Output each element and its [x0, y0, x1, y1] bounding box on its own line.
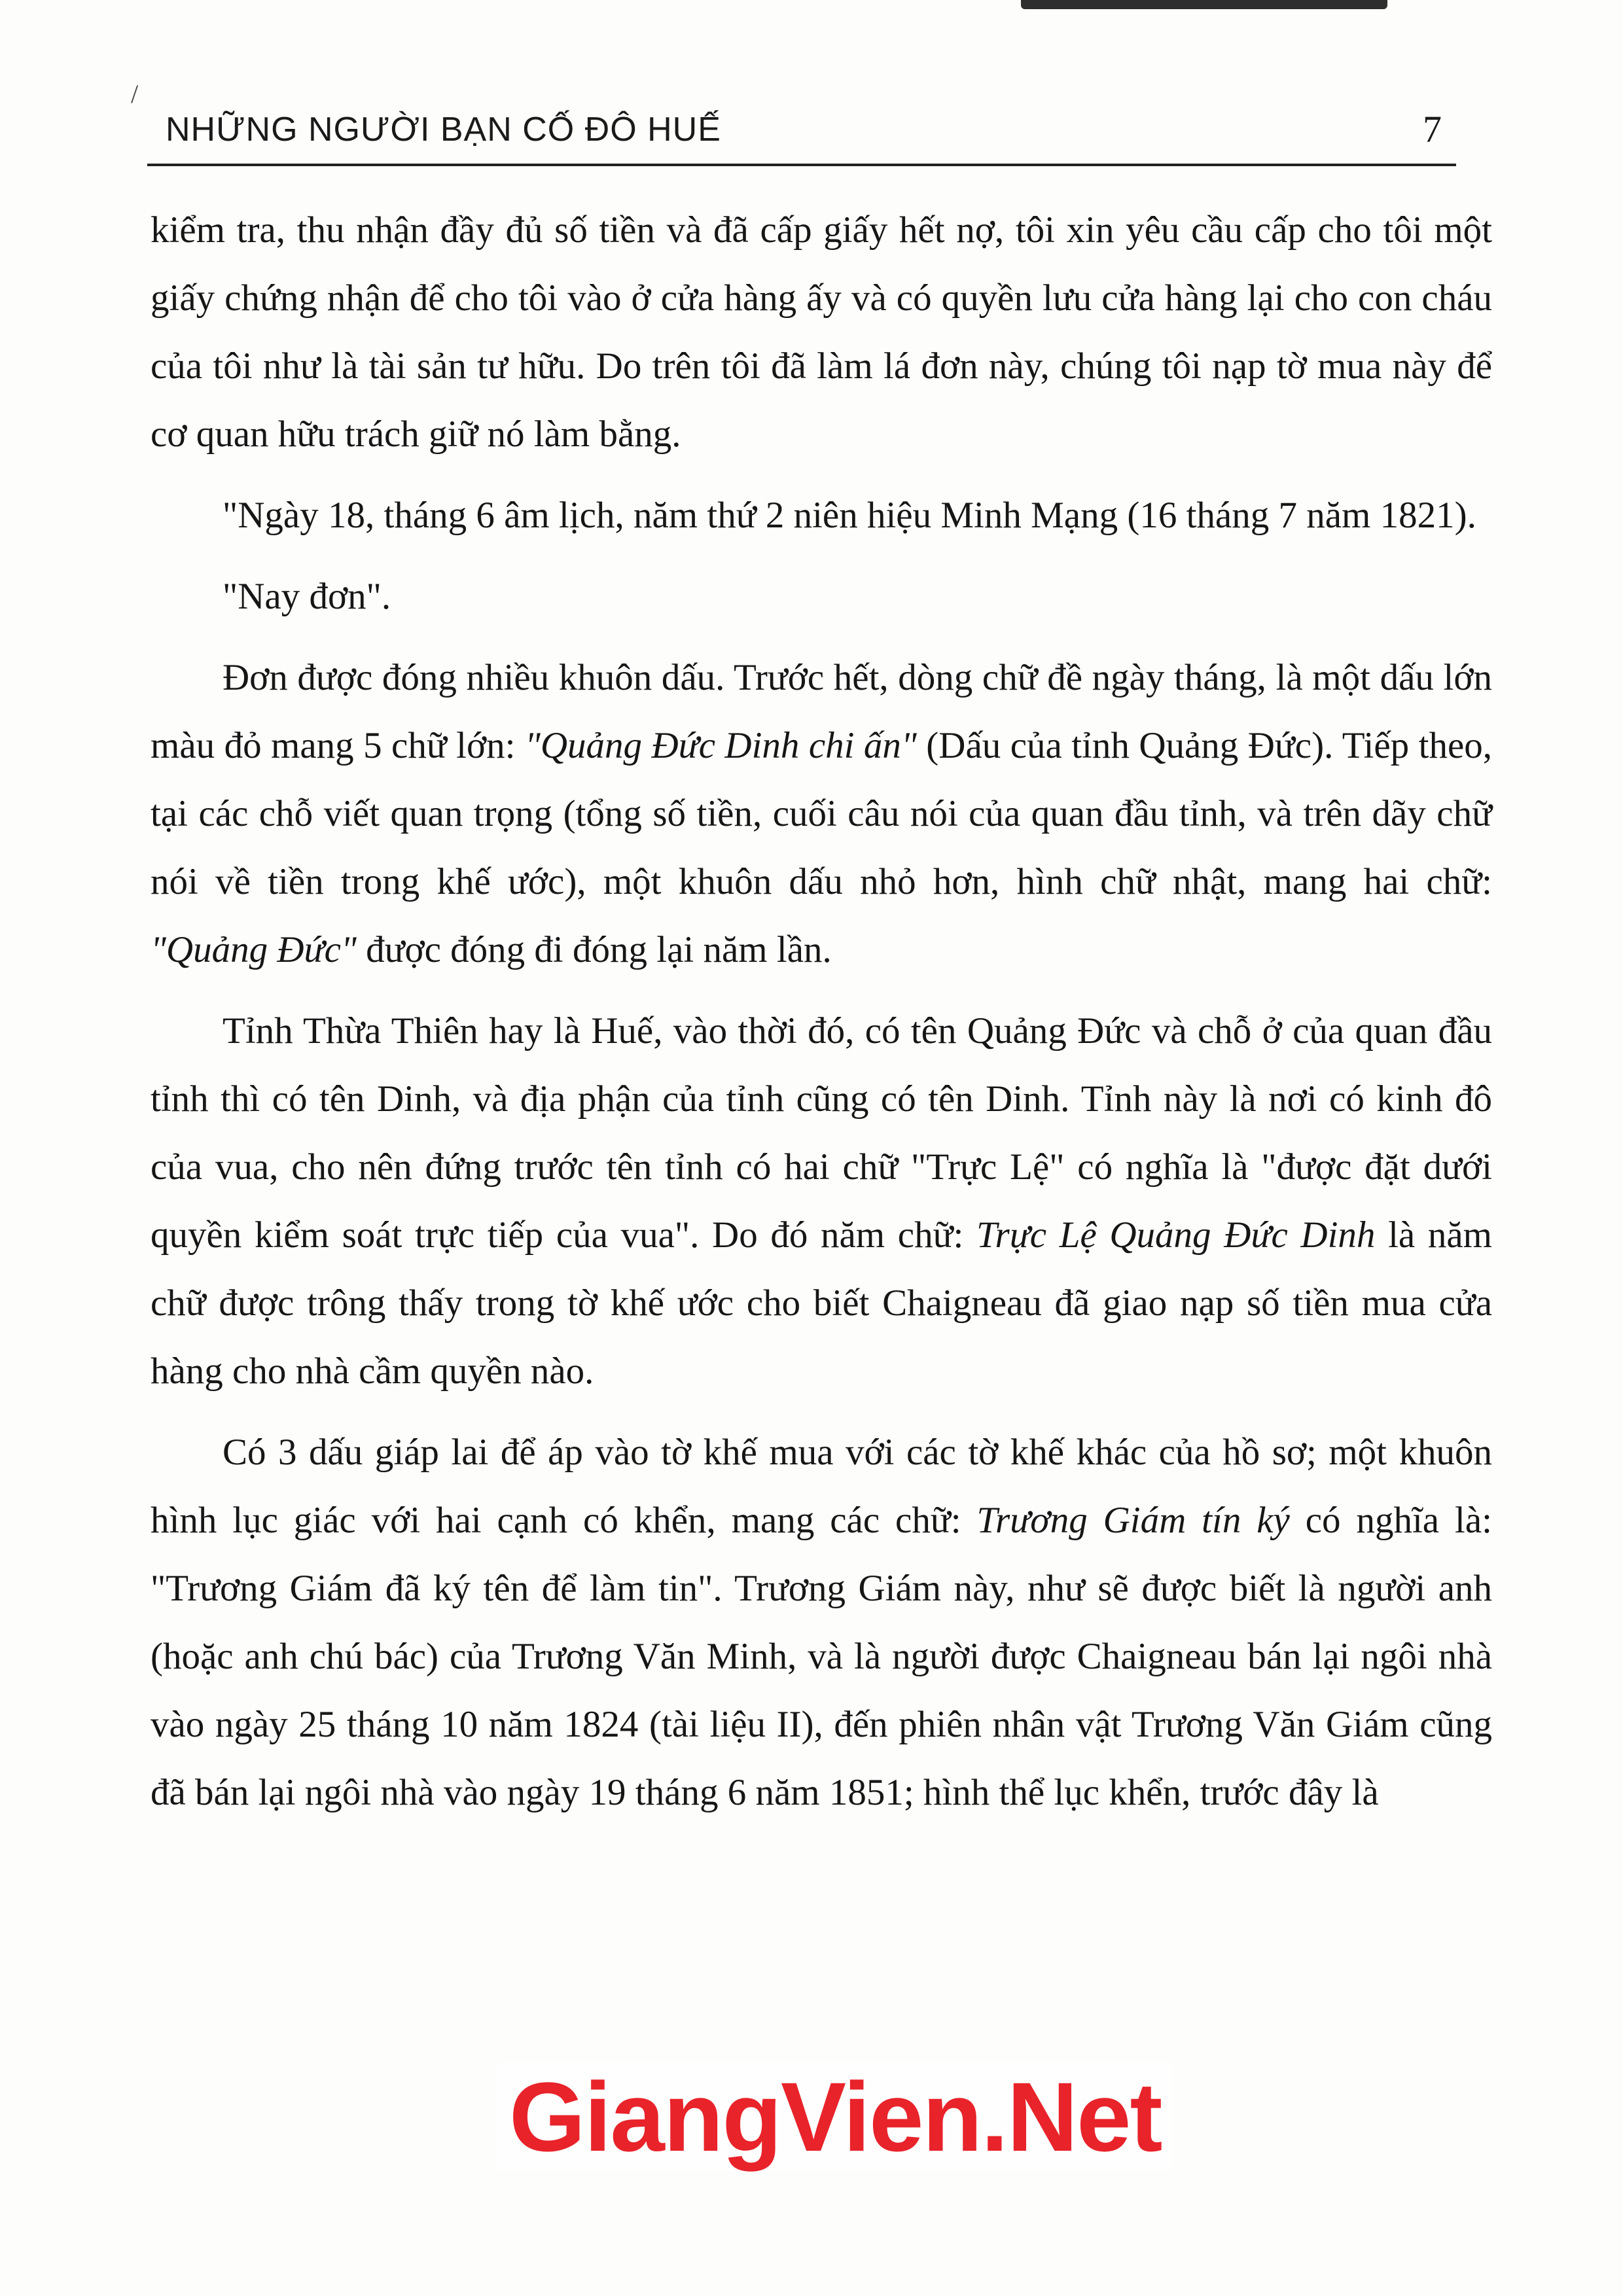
paragraph-2: "Ngày 18, tháng 6 âm lịch, năm thứ 2 niên hiệu Minh Mạng (16 tháng 7 năm 1821). [223, 495, 1476, 536]
running-title: NHỮNG NGƯỜI BẠN CỐ ĐÔ HUẾ [166, 111, 721, 149]
paragraph-6 [151, 1419, 1492, 1827]
paragraph-4-italic-1: "Quảng Đức Dinh chi ấn" [524, 725, 917, 766]
watermark-logo: GiangVien.Net [497, 2061, 1173, 2172]
paragraph-5 [151, 997, 1492, 1405]
paragraph-4-text-2: (Dấu của tỉnh Quảng Đức). Tiếp theo, tại các chỗ viết quan trọng (tổng số tiền, cuối câu nói của quan đầu tỉnh, và trên dãy chữ nói về tiền trong khế ước), một khuôn dấu nhỏ hơn, hình chữ nhật, mang hai chữ: [151, 725, 1492, 902]
paragraph-4-italic-2: "Quảng Đức" [151, 929, 357, 970]
paragraph-4 [151, 644, 1492, 984]
scan-edge-smudge [1021, 0, 1387, 9]
paragraph-6-italic-1: Trương Giám tín ký [976, 1500, 1290, 1541]
paragraph-6-text-2: có nghĩa là: "Trương Giám đã ký tên để làm tin". Trương Giám này, như sẽ được biết là người anh (hoặc anh chú bác) của Trương Văn Minh, và là người được Chaigneau bán lại ngôi nhà vào ngày 25 tháng 10 năm 1824 (tài liệu II), đến phiên nhân vật Trương Văn Giám cũng đã bán lại ngôi nhà vào ngày 19 tháng 6 năm 1851; hình thể lục [151, 1500, 1492, 1813]
paragraph-6-text-1: Có 3 dấu giáp lai để áp vào tờ khế mua với các tờ khế khác của hồ sơ; một khuôn hình lục giác với hai cạnh có khển, mang các chữ: [151, 1432, 1492, 1541]
paragraph-6-text-3: khển, trước đây là [1109, 1772, 1379, 1813]
paragraph-5-italic-1: Trực Lệ Quảng Đức Dinh [976, 1214, 1376, 1256]
margin-mark: / [131, 79, 139, 109]
paragraph-5-text-2: là năm chữ được trông thấy trong tờ khế ước cho biết Chaigneau đã giao nạp số tiền mua cửa hàng cho nhà cầm quyền nào. [151, 1214, 1492, 1392]
page-number: 7 [1423, 108, 1442, 150]
paragraph-4-text-1: Đơn được đóng nhiều khuôn dấu. Trước hết, dòng chữ đề ngày tháng, là một dấu lớn màu đỏ mang 5 chữ lớn: [151, 657, 1492, 766]
paragraph-4-text-3: được đóng đi đóng lại năm lần. [356, 929, 832, 970]
body-text [151, 196, 1492, 1840]
paragraph-1: kiểm tra, thu nhận đầy đủ số tiền và đã cấp giấy hết nợ, tôi xin yêu cầu cấp cho tôi một giấy chứng nhận để cho tôi vào ở cửa hàng ấy và có quyền lưu cửa hàng lại cho con cháu của tôi như là tài sản tư hữu. Do trên tôi đã làm lá đơn này, chúng tôi nạp tờ mua này để cơ quan hữu trách giữ nó làm bằng. [151, 209, 1492, 455]
paragraph-3: "Nay đơn". [223, 576, 391, 617]
paragraph-5-text-1: Tỉnh Thừa Thiên hay là Huế, vào thời đó, có tên Quảng Đức và chỗ ở của quan đầu tỉnh thì có tên Dinh, và địa phận của tỉnh cũng có tên Dinh. Tỉnh này là nơi có kinh đô của vua, cho nên đứng trước tên tỉnh có hai chữ "Trực Lệ" có nghĩa là "được đặt dưới quyền kiểm soát trực tiếp của vua". Do đó năm chữ: [151, 1010, 1492, 1256]
running-header [147, 105, 1456, 166]
